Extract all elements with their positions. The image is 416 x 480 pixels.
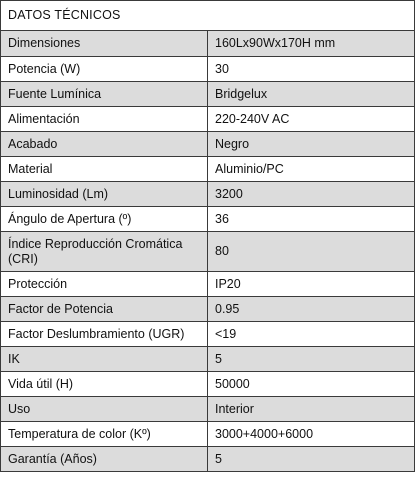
table-row (1, 347, 415, 372)
table-row (1, 107, 415, 132)
row-value: 3000+4000+6000 (208, 422, 415, 447)
table-title: DATOS TÉCNICOS (1, 1, 415, 31)
row-value: 3200 (208, 182, 415, 207)
row-value: 5 (208, 347, 415, 372)
row-label: Dimensiones (1, 31, 208, 57)
row-value: 220-240V AC (208, 107, 415, 132)
row-value: <19 (208, 322, 415, 347)
row-value: 30 (208, 57, 415, 82)
row-value: 50000 (208, 372, 415, 397)
row-label: IK (1, 347, 208, 372)
row-label: Factor Deslumbramiento (UGR) (1, 322, 208, 347)
table-row (1, 422, 415, 447)
row-value: IP20 (208, 272, 415, 297)
row-value: 0.95 (208, 297, 415, 322)
table-row (1, 57, 415, 82)
table-row (1, 157, 415, 182)
row-value: 80 (208, 232, 415, 272)
row-value: 36 (208, 207, 415, 232)
row-label: Protección (1, 272, 208, 297)
row-label: Luminosidad (Lm) (1, 182, 208, 207)
row-value: 5 (208, 447, 415, 472)
table-row (1, 31, 415, 57)
row-label: Temperatura de color (Kº) (1, 422, 208, 447)
table-row (1, 372, 415, 397)
table-row (1, 232, 415, 272)
table-row (1, 447, 415, 472)
table-row (1, 82, 415, 107)
row-label: Garantía (Años) (1, 447, 208, 472)
row-value: 160Lx90Wx170H mm (208, 31, 415, 57)
row-label: Vida útil (H) (1, 372, 208, 397)
row-value: Negro (208, 132, 415, 157)
row-value: Interior (208, 397, 415, 422)
row-label: Índice Reproducción Cromática (CRI) (1, 232, 208, 272)
table-row (1, 182, 415, 207)
row-label: Uso (1, 397, 208, 422)
row-value: Bridgelux (208, 82, 415, 107)
table-row (1, 132, 415, 157)
row-label: Fuente Lumínica (1, 82, 208, 107)
table-row (1, 322, 415, 347)
table-title-row (1, 1, 415, 31)
row-label: Alimentación (1, 107, 208, 132)
row-label: Ángulo de Apertura (º) (1, 207, 208, 232)
row-label: Potencia (W) (1, 57, 208, 82)
table-row (1, 272, 415, 297)
table-row (1, 297, 415, 322)
row-label: Factor de Potencia (1, 297, 208, 322)
table-row (1, 207, 415, 232)
row-label: Acabado (1, 132, 208, 157)
table-row (1, 397, 415, 422)
row-value: Aluminio/PC (208, 157, 415, 182)
row-label: Material (1, 157, 208, 182)
